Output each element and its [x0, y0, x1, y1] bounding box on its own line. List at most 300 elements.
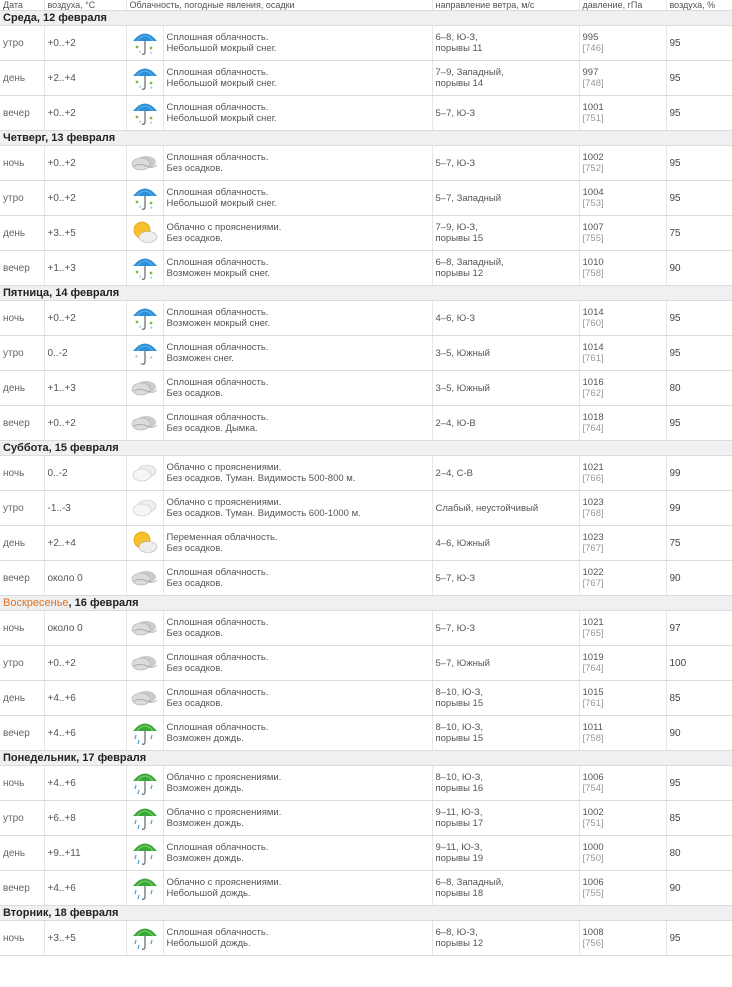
day-title: Суббота, 15 февраля — [0, 441, 732, 456]
humidity-cell: 80 — [666, 836, 732, 871]
humidity-cell: 85 — [666, 681, 732, 716]
temperature-cell: 0..-2 — [44, 336, 126, 371]
humidity-cell: 95 — [666, 336, 732, 371]
conditions-line1: Облачно с прояснениями. — [166, 497, 282, 508]
day-header-row — [0, 11, 732, 26]
wind-line1: 6–8, Ю-З, — [435, 32, 478, 43]
forecast-row — [0, 716, 732, 751]
conditions-cell — [163, 836, 432, 871]
conditions-cell — [163, 766, 432, 801]
conditions-cell — [163, 96, 432, 131]
conditions-line1: Сплошная облачность. — [166, 927, 269, 938]
wind-line1: 5–7, Южный — [435, 657, 490, 669]
wind-cell — [432, 301, 579, 336]
humidity-cell: 95 — [666, 301, 732, 336]
pressure-mmhg: [764] — [582, 663, 604, 674]
forecast-row — [0, 681, 732, 716]
pressure-mmhg: [754] — [582, 783, 604, 794]
day-weekday: Среда — [3, 12, 37, 24]
conditions-line2: Небольшой мокрый снег. — [166, 43, 277, 54]
day-header-row — [0, 751, 732, 766]
wind-line1: 7–9, Ю-З, — [435, 222, 478, 233]
rain-snow-icon — [126, 181, 163, 216]
conditions-line2: Небольшой мокрый снег. — [166, 198, 277, 209]
svg-text:*: * — [149, 207, 152, 213]
period-cell: вечер — [0, 406, 44, 441]
temperature-cell: около 0 — [44, 561, 126, 596]
day-date: 16 февраля — [74, 597, 139, 609]
wind-cell — [432, 406, 579, 441]
pressure-mmhg: [765] — [582, 628, 604, 639]
pressure-hpa: 1010 — [582, 257, 604, 268]
pressure-cell — [579, 561, 666, 596]
day-date: 13 февраля — [51, 132, 116, 144]
forecast-row — [0, 836, 732, 871]
humidity-cell: 95 — [666, 921, 732, 956]
temperature-cell: -1..-3 — [44, 491, 126, 526]
day-header-row — [0, 906, 732, 921]
conditions-line1: Облачно с прояснениями. — [166, 807, 282, 818]
svg-text:*: * — [138, 206, 141, 212]
humidity-cell: 90 — [666, 871, 732, 906]
wind-line1: 5–7, Западный — [435, 192, 502, 204]
wind-line1: 7–9, Западный, — [435, 67, 504, 78]
wind-line1: 3–5, Южный — [435, 347, 490, 359]
temperature-cell: +3..+5 — [44, 921, 126, 956]
humidity-cell: 75 — [666, 216, 732, 251]
conditions-line2: Без осадков. Туман. Видимость 600-1000 м. — [166, 508, 361, 519]
svg-text:*: * — [134, 355, 138, 362]
wind-cell — [432, 561, 579, 596]
pressure-hpa: 1000 — [582, 842, 604, 853]
pressure-cell — [579, 336, 666, 371]
pressure-mmhg: [752] — [582, 163, 604, 174]
day-header-row — [0, 286, 732, 301]
conditions-line2: Возможен дождь. — [166, 783, 244, 794]
conditions-cell — [163, 716, 432, 751]
day-date: 17 февраля — [82, 752, 147, 764]
pressure-cell — [579, 301, 666, 336]
pressure-cell — [579, 251, 666, 286]
conditions-cell — [163, 921, 432, 956]
overcast-icon — [126, 611, 163, 646]
day-weekday: Воскресенье — [3, 597, 69, 609]
svg-text:*: * — [139, 363, 142, 368]
forecast-row — [0, 181, 732, 216]
wind-line1: 9–11, Ю-З, — [435, 842, 483, 853]
period-cell: вечер — [0, 716, 44, 751]
conditions-line2: Без осадков. — [166, 388, 223, 399]
period-cell: утро — [0, 26, 44, 61]
conditions-line2: Без осадков. — [166, 578, 223, 589]
svg-text:*: * — [149, 52, 152, 58]
pressure-hpa: 1023 — [582, 497, 604, 508]
temperature-cell: +0..+2 — [44, 146, 126, 181]
svg-text:*: * — [138, 86, 141, 92]
forecast-row — [0, 456, 732, 491]
wind-line2: порывы 12 — [435, 938, 484, 949]
pressure-mmhg: [750] — [582, 853, 604, 864]
conditions-cell — [163, 181, 432, 216]
forecast-row — [0, 871, 732, 906]
day-title: Среда, 12 февраля — [0, 11, 732, 26]
pressure-cell — [579, 26, 666, 61]
temperature-cell: +3..+5 — [44, 216, 126, 251]
svg-text:*: * — [149, 327, 152, 333]
conditions-line1: Облачно с прояснениями. — [166, 222, 282, 233]
conditions-cell — [163, 681, 432, 716]
conditions-line1: Облачно с прояснениями. — [166, 877, 282, 888]
wind-line2: порывы 16 — [435, 783, 484, 794]
conditions-line1: Облачно с прояснениями. — [166, 462, 282, 473]
conditions-line2: Возможен дождь. — [166, 818, 244, 829]
pressure-mmhg: [766] — [582, 473, 604, 484]
col-temp-header: воздуха, °C — [44, 0, 126, 11]
conditions-line1: Сплошная облачность. — [166, 152, 269, 163]
wind-cell — [432, 216, 579, 251]
humidity-cell: 95 — [666, 146, 732, 181]
wind-cell — [432, 181, 579, 216]
temperature-cell: 0..-2 — [44, 456, 126, 491]
pressure-mmhg: [767] — [582, 578, 604, 589]
period-cell: день — [0, 526, 44, 561]
conditions-cell — [163, 61, 432, 96]
col-desc-header: Облачность, погодные явления, осадки — [126, 0, 432, 11]
forecast-row — [0, 251, 732, 286]
wind-line1: 5–7, Ю-З — [435, 107, 476, 119]
pressure-cell — [579, 921, 666, 956]
wind-line2: порывы 15 — [435, 733, 484, 744]
svg-text:*: * — [138, 276, 141, 282]
pressure-cell — [579, 491, 666, 526]
conditions-line1: Сплошная облачность. — [166, 187, 269, 198]
wind-line1: 8–10, Ю-З, — [435, 722, 484, 733]
forecast-row — [0, 146, 732, 181]
wind-cell — [432, 611, 579, 646]
wind-cell — [432, 646, 579, 681]
temperature-cell: +0..+2 — [44, 96, 126, 131]
conditions-line2: Возможен мокрый снег. — [166, 268, 270, 279]
snow-icon — [126, 336, 163, 371]
wind-line1: 8–10, Ю-З, — [435, 772, 484, 783]
header-row — [0, 0, 732, 11]
conditions-cell — [163, 611, 432, 646]
pressure-cell — [579, 181, 666, 216]
forecast-row — [0, 561, 732, 596]
svg-text:*: * — [149, 122, 152, 128]
pressure-hpa: 995 — [582, 32, 599, 43]
overcast-icon — [126, 681, 163, 716]
day-title: Вторник, 18 февраля — [0, 906, 732, 921]
period-cell: ночь — [0, 301, 44, 336]
wind-line2: порывы 19 — [435, 853, 484, 864]
conditions-line2: Без осадков. — [166, 233, 223, 244]
humidity-cell: 90 — [666, 251, 732, 286]
conditions-cell — [163, 371, 432, 406]
humidity-cell: 99 — [666, 456, 732, 491]
period-cell: ночь — [0, 766, 44, 801]
day-date: 18 февраля — [54, 907, 119, 919]
rain-snow-icon — [126, 301, 163, 336]
day-header-row — [0, 596, 732, 611]
conditions-line2: Небольшой мокрый снег. — [166, 113, 277, 124]
period-cell: день — [0, 836, 44, 871]
wind-line1: 5–7, Ю-З — [435, 157, 476, 169]
rain-icon — [126, 921, 163, 956]
day-weekday: Вторник — [3, 907, 49, 919]
period-cell: день — [0, 681, 44, 716]
forecast-row — [0, 526, 732, 561]
wind-cell — [432, 26, 579, 61]
conditions-line2: Возможен дождь. — [166, 853, 244, 864]
pressure-cell — [579, 216, 666, 251]
period-cell: утро — [0, 801, 44, 836]
pressure-cell — [579, 716, 666, 751]
wind-cell — [432, 836, 579, 871]
period-cell: утро — [0, 336, 44, 371]
day-date: 12 февраля — [43, 12, 107, 24]
wind-line1: 6–8, Западный, — [435, 257, 504, 268]
conditions-cell — [163, 216, 432, 251]
pressure-hpa: 1011 — [582, 722, 603, 733]
pressure-mmhg: [746] — [582, 43, 604, 54]
conditions-line2: Небольшой дождь. — [166, 888, 251, 899]
humidity-cell: 95 — [666, 181, 732, 216]
wind-line1: 9–11, Ю-З, — [435, 807, 483, 818]
period-cell: утро — [0, 181, 44, 216]
pressure-hpa: 1021 — [582, 617, 604, 628]
rain-icon — [126, 836, 163, 871]
pressure-mmhg: [748] — [582, 78, 604, 89]
wind-line2: порывы 12 — [435, 268, 484, 279]
conditions-line2: Возможен снег. — [166, 353, 234, 364]
temperature-cell: +0..+2 — [44, 646, 126, 681]
wind-line2: порывы 15 — [435, 233, 484, 244]
pressure-hpa: 1022 — [582, 567, 604, 578]
col-date-header: Дата — [0, 0, 44, 11]
pressure-cell — [579, 526, 666, 561]
humidity-cell: 95 — [666, 96, 732, 131]
conditions-line1: Сплошная облачность. — [166, 32, 269, 43]
pressure-mmhg: [755] — [582, 888, 604, 899]
rain-icon — [126, 766, 163, 801]
conditions-cell — [163, 646, 432, 681]
period-cell: день — [0, 371, 44, 406]
conditions-line2: Без осадков. Туман. Видимость 500-800 м. — [166, 473, 356, 484]
forecast-row — [0, 336, 732, 371]
svg-text:*: * — [149, 277, 152, 283]
temperature-cell: +4..+6 — [44, 681, 126, 716]
wind-cell — [432, 371, 579, 406]
conditions-line2: Возможен дождь. — [166, 733, 244, 744]
wind-line1: 2–4, Ю-В — [435, 417, 476, 429]
day-title: Воскресенье, 16 февраля — [0, 596, 732, 611]
forecast-row — [0, 301, 732, 336]
wind-cell — [432, 871, 579, 906]
pressure-cell — [579, 681, 666, 716]
conditions-line1: Переменная облачность. — [166, 532, 278, 543]
rain-snow-icon — [126, 61, 163, 96]
pressure-hpa: 1014 — [582, 307, 604, 318]
overcast-icon — [126, 146, 163, 181]
pressure-hpa: 1008 — [582, 927, 604, 938]
conditions-cell — [163, 456, 432, 491]
temperature-cell: +0..+2 — [44, 181, 126, 216]
pressure-hpa: 1006 — [582, 772, 604, 783]
conditions-line2: Без осадков. — [166, 628, 223, 639]
wind-line1: 8–10, Ю-З, — [435, 687, 484, 698]
conditions-line2: Небольшой мокрый снег. — [166, 78, 277, 89]
forecast-row — [0, 61, 732, 96]
pressure-cell — [579, 96, 666, 131]
pressure-mmhg: [760] — [582, 318, 604, 329]
period-cell: вечер — [0, 561, 44, 596]
period-cell: день — [0, 216, 44, 251]
conditions-line2: Без осадков. — [166, 163, 223, 174]
wind-line1: 3–5, Южный — [435, 382, 490, 394]
wind-cell — [432, 336, 579, 371]
overcast-icon — [126, 371, 163, 406]
temperature-cell: +2..+4 — [44, 526, 126, 561]
humidity-cell: 97 — [666, 611, 732, 646]
period-cell: утро — [0, 646, 44, 681]
svg-text:*: * — [149, 356, 153, 363]
pressure-hpa: 1018 — [582, 412, 604, 423]
rain-icon — [126, 871, 163, 906]
pressure-cell — [579, 646, 666, 681]
conditions-line2: Без осадков. — [166, 663, 223, 674]
humidity-cell: 95 — [666, 406, 732, 441]
sun-cloud-icon — [126, 216, 163, 251]
wind-cell — [432, 491, 579, 526]
wind-cell — [432, 681, 579, 716]
pressure-hpa: 1002 — [582, 807, 604, 818]
wind-line2: порывы 11 — [435, 43, 483, 54]
wind-line1: 6–8, Ю-З, — [435, 927, 478, 938]
humidity-cell: 99 — [666, 491, 732, 526]
conditions-cell — [163, 251, 432, 286]
wind-cell — [432, 766, 579, 801]
wind-cell — [432, 96, 579, 131]
pressure-hpa: 1021 — [582, 462, 604, 473]
svg-text:*: * — [138, 121, 141, 127]
day-weekday: Пятница — [3, 287, 50, 299]
wind-cell — [432, 526, 579, 561]
overcast-icon — [126, 646, 163, 681]
temperature-cell: +0..+2 — [44, 26, 126, 61]
pressure-hpa: 1007 — [582, 222, 604, 233]
wind-cell — [432, 61, 579, 96]
period-cell: день — [0, 61, 44, 96]
forecast-row — [0, 96, 732, 131]
wind-cell — [432, 716, 579, 751]
pressure-cell — [579, 766, 666, 801]
wind-line1: 5–7, Ю-З — [435, 622, 476, 634]
period-cell: вечер — [0, 871, 44, 906]
forecast-row — [0, 646, 732, 681]
forecast-row — [0, 801, 732, 836]
conditions-line1: Сплошная облачность. — [166, 102, 269, 113]
conditions-cell — [163, 301, 432, 336]
conditions-line2: Без осадков. — [166, 543, 223, 554]
humidity-cell: 95 — [666, 26, 732, 61]
pressure-mmhg: [758] — [582, 733, 604, 744]
pressure-cell — [579, 406, 666, 441]
wind-cell — [432, 801, 579, 836]
pressure-cell — [579, 146, 666, 181]
pressure-mmhg: [751] — [582, 818, 604, 829]
conditions-line2: Возможен мокрый снег. — [166, 318, 270, 329]
wind-line1: 5–7, Ю-З — [435, 572, 476, 584]
wind-line2: порывы 15 — [435, 698, 484, 709]
partly-cloudy-night-icon — [126, 456, 163, 491]
period-cell: ночь — [0, 146, 44, 181]
temperature-cell: +0..+2 — [44, 301, 126, 336]
period-cell: ночь — [0, 456, 44, 491]
temperature-cell: +4..+6 — [44, 716, 126, 751]
wind-line1: 4–6, Ю-З — [435, 312, 476, 324]
day-date: 14 февраля — [55, 287, 120, 299]
wind-cell — [432, 146, 579, 181]
forecast-row — [0, 766, 732, 801]
pressure-mmhg: [753] — [582, 198, 604, 209]
forecast-row — [0, 26, 732, 61]
conditions-line1: Сплошная облачность. — [166, 377, 269, 388]
wind-line1: 6–8, Западный, — [435, 877, 504, 888]
col-hum-header: воздуха, % — [666, 0, 732, 11]
conditions-line1: Сплошная облачность. — [166, 257, 269, 268]
sun-cloud-icon — [126, 526, 163, 561]
conditions-cell — [163, 26, 432, 61]
day-title: Четверг, 13 февраля — [0, 131, 732, 146]
humidity-cell: 100 — [666, 646, 732, 681]
wind-line1: 4–6, Южный — [435, 537, 490, 549]
wind-line1: 2–4, С-В — [435, 467, 473, 479]
pressure-cell — [579, 836, 666, 871]
temperature-cell: +2..+4 — [44, 61, 126, 96]
rain-snow-icon — [126, 26, 163, 61]
temperature-cell: +4..+6 — [44, 766, 126, 801]
conditions-cell — [163, 871, 432, 906]
pressure-cell — [579, 871, 666, 906]
humidity-cell: 95 — [666, 766, 732, 801]
forecast-row — [0, 371, 732, 406]
pressure-hpa: 1023 — [582, 532, 604, 543]
pressure-hpa: 1001 — [582, 102, 604, 113]
humidity-cell: 75 — [666, 526, 732, 561]
pressure-mmhg: [764] — [582, 423, 604, 434]
partly-cloudy-night-icon — [126, 491, 163, 526]
period-cell: вечер — [0, 251, 44, 286]
pressure-mmhg: [758] — [582, 268, 604, 279]
temperature-cell: +1..+3 — [44, 371, 126, 406]
conditions-line2: Небольшой дождь. — [166, 938, 251, 949]
col-wind-header: направление ветра, м/с — [432, 0, 579, 11]
rain-icon — [126, 716, 163, 751]
temperature-cell: +4..+6 — [44, 871, 126, 906]
pressure-hpa: 1016 — [582, 377, 604, 388]
wind-cell — [432, 251, 579, 286]
pressure-mmhg: [755] — [582, 233, 604, 244]
conditions-line2: Без осадков. — [166, 698, 223, 709]
pressure-hpa: 1006 — [582, 877, 604, 888]
temperature-cell: +6..+8 — [44, 801, 126, 836]
humidity-cell: 95 — [666, 61, 732, 96]
temperature-cell: около 0 — [44, 611, 126, 646]
pressure-mmhg: [751] — [582, 113, 604, 124]
pressure-hpa: 997 — [582, 67, 599, 78]
conditions-cell — [163, 406, 432, 441]
